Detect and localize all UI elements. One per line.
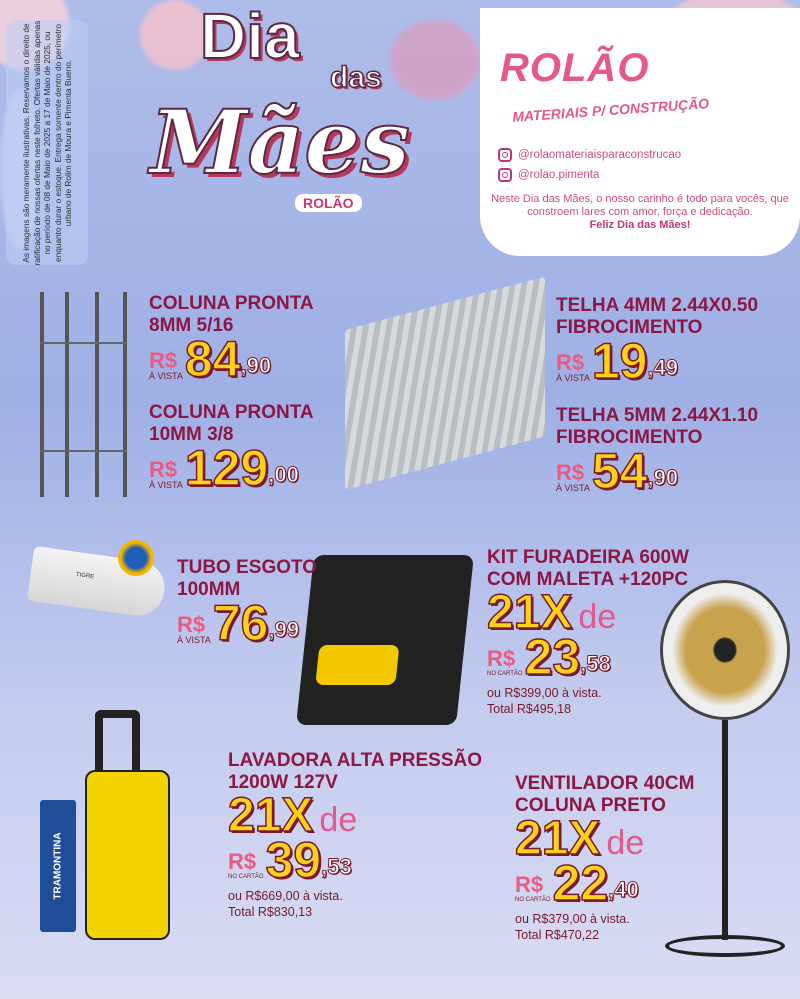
- product-price: [177, 595, 337, 651]
- currency: R$: [487, 646, 516, 671]
- instagram-handle: @rolaomateriaisparaconstrucao: [518, 149, 682, 161]
- price-cents: ,99: [268, 617, 300, 642]
- paw-logo-icon: [118, 540, 154, 576]
- installment-de: de: [319, 801, 358, 839]
- pressure-washer-image: [85, 710, 205, 950]
- store-logo: ROLÃO: [500, 46, 650, 90]
- product-telha-4mm: [556, 295, 796, 389]
- title-brand: ROLÃO: [295, 194, 362, 212]
- payment-condition: NO CARTÃO: [487, 671, 523, 677]
- tramontina-logo: [40, 800, 76, 932]
- price-cents: ,53: [321, 854, 352, 879]
- installment-count: 21X: [487, 586, 573, 639]
- roof-tile-image: [345, 276, 545, 490]
- price-integer: 54: [591, 443, 648, 499]
- product-price: [556, 333, 796, 389]
- installment-count: 21X: [515, 812, 601, 865]
- installment-de: de: [606, 824, 645, 862]
- product-name: VENTILADOR 40CM COLUNA PRETO: [515, 773, 695, 816]
- price-integer: 129: [184, 440, 269, 496]
- currency: R$: [177, 612, 206, 637]
- product-lavadora: [228, 750, 488, 920]
- product-telha-5mm: [556, 405, 796, 499]
- instagram-link-2[interactable]: [498, 168, 599, 182]
- cash-price: ou R$379,00 à vista.: [515, 912, 630, 926]
- currency: R$: [556, 350, 585, 375]
- currency: R$: [149, 348, 178, 373]
- product-price: [515, 855, 715, 911]
- installments: [487, 586, 727, 639]
- product-kit-furadeira: [487, 547, 727, 717]
- product-ventilador: [515, 773, 715, 943]
- disclaimer-box: [6, 20, 88, 265]
- payment-condition: À VISTA: [556, 483, 590, 493]
- installment-count: 21X: [228, 789, 314, 842]
- installments: [515, 812, 715, 865]
- currency: R$: [515, 872, 544, 897]
- cash-price: ou R$399,00 à vista.: [487, 686, 602, 700]
- instagram-link-1[interactable]: [498, 148, 681, 162]
- product-price: [149, 440, 349, 496]
- price-integer: 23: [524, 629, 581, 685]
- price-cents: ,58: [580, 651, 611, 676]
- price-cents: ,40: [608, 877, 639, 902]
- price-cents: ,90: [647, 465, 679, 490]
- payment-condition: À VISTA: [177, 635, 211, 645]
- instagram-handle: @rolao.pimenta: [518, 169, 600, 181]
- product-name: COLUNA PRONTA 8MM 5/16: [149, 293, 313, 336]
- price-integer: 76: [212, 595, 269, 651]
- store-tagline: MATERIAIS P/ CONSTRUÇÃO: [511, 95, 710, 125]
- payment-condition: NO CARTÃO: [228, 874, 264, 880]
- product-price: [228, 832, 488, 888]
- currency: R$: [149, 457, 178, 482]
- product-name: TELHA 4MM 2.44X0.50 FIBROCIMENTO: [556, 295, 759, 338]
- product-name: KIT FURADEIRA 600W COM MALETA +120PC: [487, 547, 689, 590]
- product-name: LAVADORA ALTA PRESSÃO 1200W 127V: [228, 750, 483, 793]
- currency: R$: [228, 849, 257, 874]
- installment-de: de: [578, 598, 617, 636]
- store-message: [490, 193, 790, 232]
- price-integer: 19: [591, 333, 648, 389]
- rebar-column-image: [35, 292, 135, 497]
- instagram-icon: [498, 168, 512, 182]
- total-price: Total R$495,18: [487, 702, 572, 716]
- instagram-icon: [498, 148, 512, 162]
- price-integer: 84: [184, 331, 241, 387]
- product-coluna-8mm: [149, 293, 349, 387]
- cash-price: ou R$669,00 à vista.: [228, 889, 343, 903]
- payment-condition: À VISTA: [149, 371, 183, 381]
- tramontina-text: TRAMONTINA: [52, 832, 64, 900]
- price-integer: 22: [552, 855, 609, 911]
- product-coluna-10mm: [149, 402, 349, 496]
- product-price: [149, 331, 349, 387]
- price-integer: 39: [265, 832, 322, 888]
- price-cents: ,00: [268, 462, 299, 487]
- payment-condition: À VISTA: [149, 480, 183, 490]
- product-name: TUBO ESGOTO 100MM: [177, 557, 318, 600]
- payment-condition: À VISTA: [556, 373, 590, 383]
- product-price: [487, 629, 727, 685]
- product-tubo-esgoto: [177, 557, 337, 651]
- message-bold: Feliz Dia das Mães!: [589, 219, 691, 231]
- title-maes: Mães: [150, 90, 410, 194]
- flower-decoration: [390, 20, 480, 100]
- payment-condition: NO CARTÃO: [515, 897, 551, 903]
- product-price: [556, 443, 796, 499]
- product-name: TELHA 5MM 2.44X1.10 FIBROCIMENTO: [556, 405, 759, 448]
- price-cents: ,49: [647, 355, 679, 380]
- title-das: das: [330, 61, 382, 94]
- price-cents: ,90: [240, 353, 272, 378]
- currency: R$: [556, 460, 585, 485]
- total-price: Total R$830,13: [228, 905, 313, 919]
- disclaimer-text: As imagens são meramente ilustrativas. Reservamos o direito de ratificação de nossas ofertas neste folheto. Ofertas válidas apenas no período de 08 de Maio de 2025 a 17 de Maio de 2025, ou enquanto durar o estoque. Entrega somente dentro do perímetro urbano de Rolim de Moura e Pimenta Bueno.: [20, 20, 73, 265]
- total-price: Total R$470,22: [515, 928, 600, 942]
- message-text: Neste Dia das Mães, o nosso carinho é todo para vocês, que constroem lares com amor, força e dedicação.: [491, 193, 789, 218]
- pipe-brand: TIGRE: [75, 571, 95, 581]
- product-name: COLUNA PRONTA 10MM 3/8: [149, 402, 313, 445]
- title-dia: Dia: [200, 0, 300, 72]
